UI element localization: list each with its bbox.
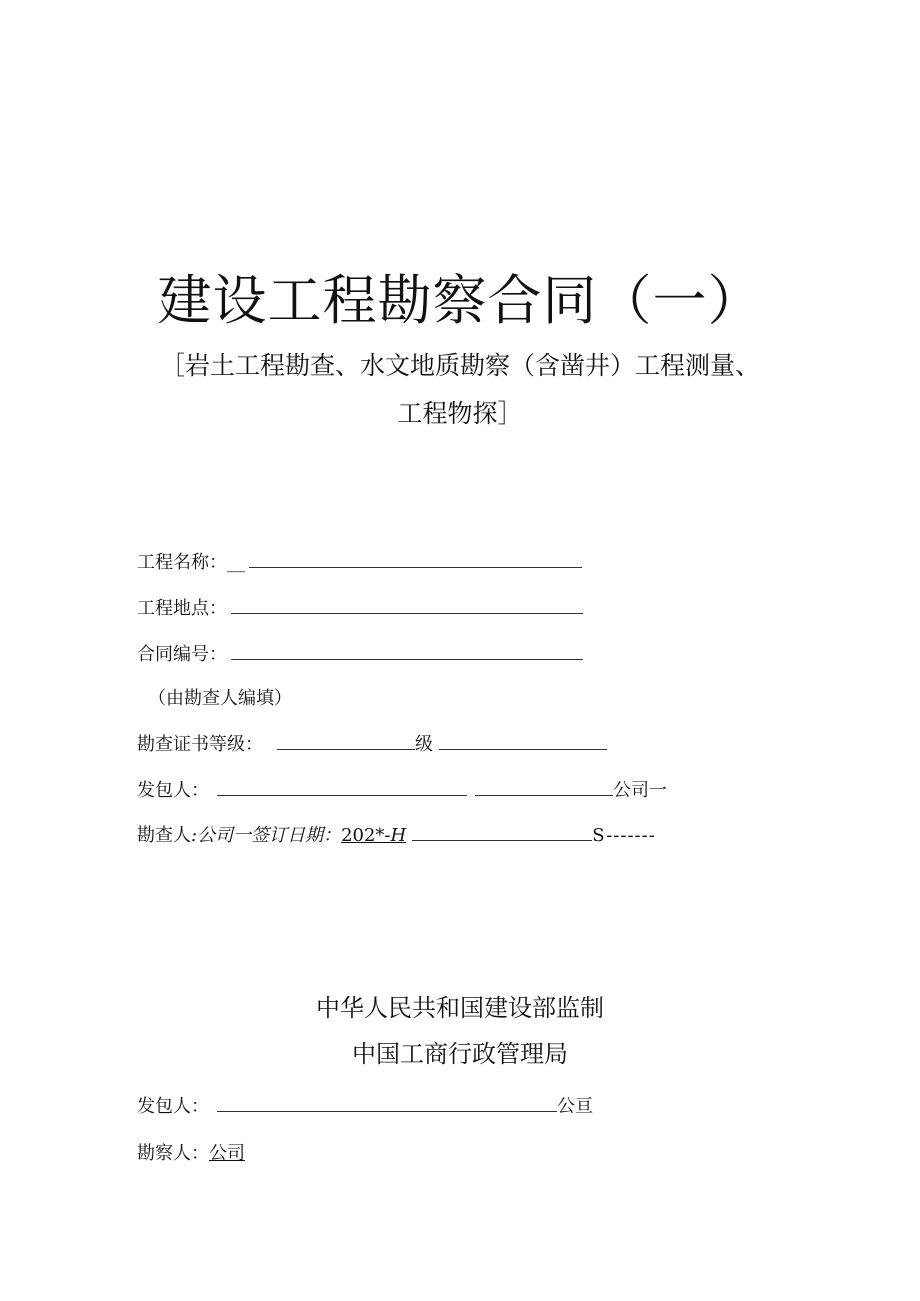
footer-client-label: 发包人： (137, 1096, 209, 1117)
client-input-line[interactable] (217, 777, 467, 796)
footer-surveyor-label: 勘察人： (137, 1143, 209, 1164)
date-input-line[interactable] (412, 822, 592, 841)
cert-grade-label: 勘查证书等级： (137, 734, 263, 755)
project-name-input-line[interactable] (249, 549, 582, 568)
footer-surveyor-company: 公司 (209, 1143, 245, 1164)
issuer-line-2: 中国工商行政管理局 (352, 1040, 568, 1068)
cert-grade-extra-line[interactable] (439, 731, 607, 750)
project-location-label: 工程地点： (137, 598, 227, 619)
footer-client-suffix: 公亘 (557, 1096, 593, 1117)
document-title: 建设工程勘察合同（一） (157, 269, 763, 332)
cert-grade-unit: 级 (415, 734, 433, 755)
project-name-prefix: __ (227, 552, 245, 573)
date-end: S------- (592, 825, 656, 846)
surveyor-label: 勘查人 (137, 825, 191, 846)
footer-client-input-line[interactable] (217, 1093, 557, 1112)
surveyor-date-row (137, 822, 656, 849)
contract-number-input-line[interactable] (231, 641, 583, 660)
project-location-input-line[interactable] (231, 595, 583, 614)
client-suffix: 公司一 (613, 780, 667, 801)
footer-client-row (137, 1093, 593, 1120)
date-slash: H (390, 825, 407, 846)
contract-number-label: 合同编号： (137, 644, 227, 665)
cert-grade-input-line[interactable] (277, 731, 415, 750)
cert-grade-row (137, 731, 607, 758)
contract-number-row (137, 641, 583, 668)
date-value: 202*- (341, 825, 391, 846)
project-name-label: 工程名称： (137, 552, 227, 573)
project-name-row (137, 549, 582, 576)
footer-surveyor-row (137, 1141, 245, 1167)
client-company-input-line[interactable] (475, 777, 613, 796)
fill-note: （由勘查人编填） (148, 688, 292, 709)
client-label: 发包人： (137, 780, 209, 801)
project-location-row (137, 595, 583, 622)
surveyor-mid: :公司一签订日期： (191, 825, 342, 846)
document-subtitle-line1: ［岩土工程勘查、水文地质勘察（含凿井）工程测量、 (159, 351, 760, 380)
issuer-line-1: 中华人民共和国建设部监制 (316, 994, 604, 1022)
document-subtitle-line2: 工程物探］ (397, 399, 523, 428)
client-row (137, 777, 667, 804)
